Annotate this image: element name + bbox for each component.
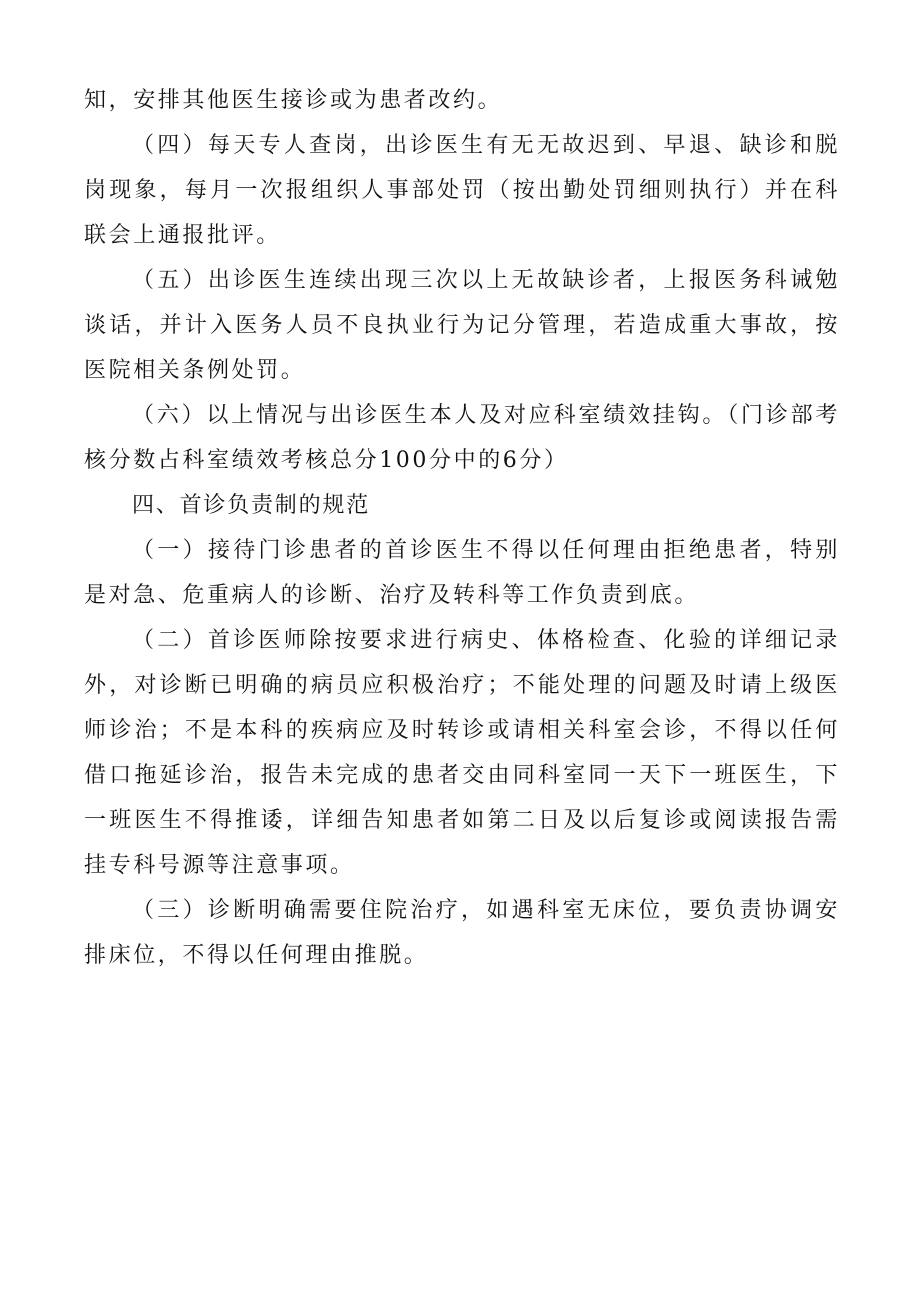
paragraph-item-2-first-physician-duties: （二）首诊医师除按要求进行病史、体格检查、化验的详细记录外，对诊断已明确的病员应积极治疗；不能处理的问题及时请上级医师诊治；不是本科的疾病应及时转诊或请相关科室会诊，不得以任何借口拖延诊治，报告未完成的患者交由同科室同一天下一班医生，下一班医生不得推诿，详细告知患者如第二日及以后复诊或阅读报告需挂专科号源等注意事项。 bbox=[84, 628, 840, 878]
section-heading-first-visit-responsibility: 四、首诊负责制的规范 bbox=[132, 493, 371, 518]
paragraph-item-5-absence-penalty: （五）出诊医生连续出现三次以上无故缺诊者，上报医务科诫勉谈话，并计入医务人员不良执业行为记分管理，若造成重大事故，按医院相关条例处罚。 bbox=[84, 268, 840, 383]
paragraph-item-1-first-doctor: （一）接待门诊患者的首诊医生不得以任何理由拒绝患者，特别是对急、危重病人的诊断、治疗及转科等工作负责到底。 bbox=[84, 538, 840, 608]
paragraph-item-4-attendance-check: （四）每天专人查岗，出诊医生有无无故迟到、早退、缺诊和脱岗现象，每月一次报组织人事部处罚（按出勤处罚细则执行）并在科联会上通报批评。 bbox=[84, 133, 840, 248]
paragraph-item-6-performance: （六）以上情况与出诊医生本人及对应科室绩效挂钩。（门诊部考核分数占科室绩效考核总分100分中的6分） bbox=[84, 403, 840, 473]
document-body bbox=[84, 78, 840, 978]
paragraph-continuation: 知，安排其他医生接诊或为患者改约。 bbox=[84, 88, 503, 113]
paragraph-item-3-hospitalization: （三）诊断明确需要住院治疗，如遇科室无床位，要负责协调安排床位，不得以任何理由推脱。 bbox=[84, 898, 840, 968]
